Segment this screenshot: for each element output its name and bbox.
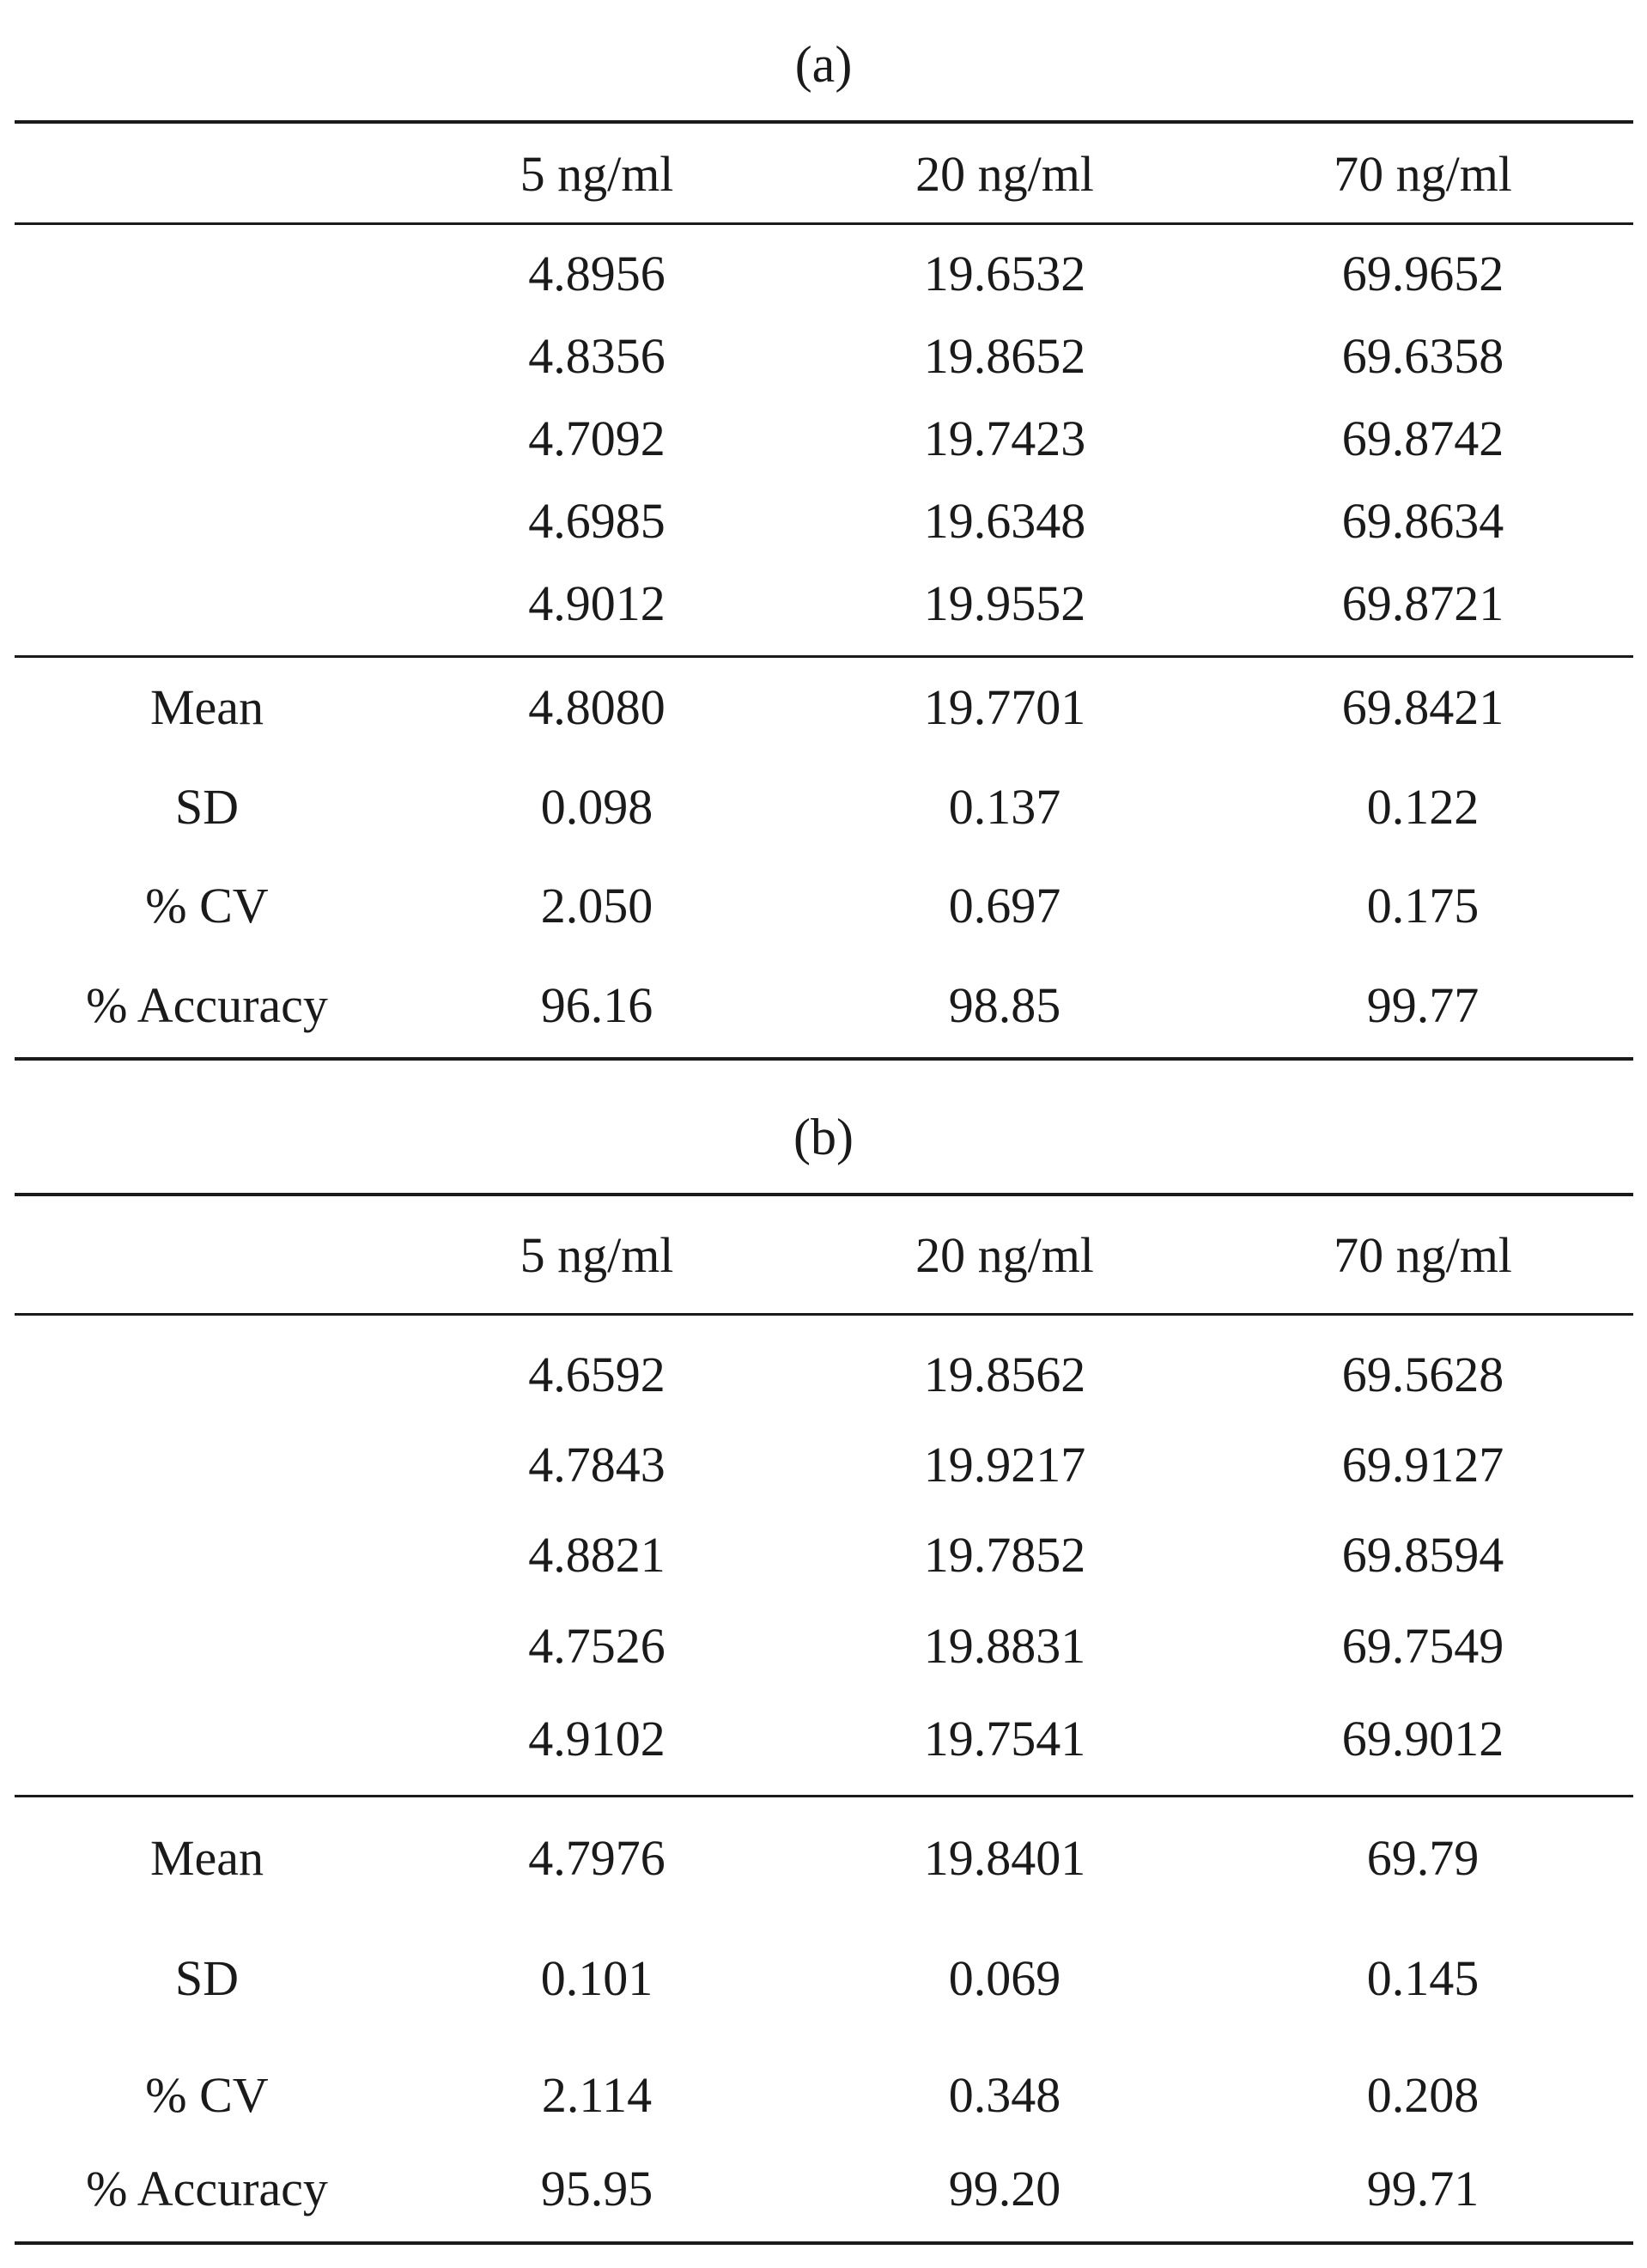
table-b-cell: 4.7843 bbox=[528, 1437, 665, 1493]
table-b-stat-label: Mean bbox=[149, 1830, 264, 1886]
table-a-stat-value: 0.697 bbox=[948, 878, 1061, 933]
table-a-cell: 19.6348 bbox=[923, 493, 1086, 549]
table-b-stat-value: 99.71 bbox=[1366, 2161, 1480, 2216]
table-b-stat-label: SD bbox=[174, 1950, 240, 2006]
table-a-top-rule bbox=[15, 120, 1633, 124]
table-a-cell: 69.8721 bbox=[1341, 575, 1504, 631]
table-b-stat-value: 95.95 bbox=[540, 2161, 653, 2216]
table-b-cell: 19.7541 bbox=[923, 1711, 1086, 1766]
table-b-cell: 19.8562 bbox=[923, 1347, 1086, 1402]
table-b-top-rule bbox=[15, 1193, 1633, 1196]
table-a-cell: 4.6985 bbox=[528, 493, 665, 549]
table-a-stat-value: 2.050 bbox=[540, 878, 653, 933]
table-a-bottom-rule bbox=[15, 1057, 1633, 1061]
table-b-stat-value: 99.20 bbox=[948, 2161, 1061, 2216]
table-a-stat-value: 96.16 bbox=[540, 977, 653, 1033]
table-a-cell: 19.7423 bbox=[923, 410, 1086, 466]
table-a-stat-value: 4.8080 bbox=[528, 679, 665, 735]
table-a-cell: 69.9652 bbox=[1341, 246, 1504, 301]
table-a-cell: 69.8742 bbox=[1341, 410, 1504, 466]
table-b-bottom-rule bbox=[15, 2241, 1633, 2245]
table-a-header-70: 70 ng/ml bbox=[1334, 146, 1512, 202]
table-a-stat-label: % Accuracy bbox=[86, 977, 328, 1033]
table-a-stat-value: 0.122 bbox=[1366, 779, 1480, 835]
table-a-stat-value: 99.77 bbox=[1366, 977, 1480, 1033]
table-b-cell: 69.9127 bbox=[1341, 1437, 1504, 1493]
table-b-cell: 4.8821 bbox=[528, 1527, 665, 1583]
table-a-stats-rule bbox=[15, 655, 1633, 658]
table-a-header-20: 20 ng/ml bbox=[915, 146, 1094, 202]
table-b-stat-value: 0.101 bbox=[540, 1950, 653, 2006]
table-a-header-rule bbox=[15, 222, 1633, 225]
table-b-header-5: 5 ng/ml bbox=[520, 1227, 674, 1283]
table-b-cell: 4.7526 bbox=[528, 1618, 665, 1674]
table-a-stat-value: 0.175 bbox=[1366, 878, 1480, 933]
table-b-cell: 4.6592 bbox=[528, 1347, 665, 1402]
table-b-cell: 19.9217 bbox=[923, 1437, 1086, 1493]
table-b-cell: 69.9012 bbox=[1341, 1711, 1504, 1766]
table-a-cell: 4.7092 bbox=[528, 410, 665, 466]
table-a-caption: (a) bbox=[794, 36, 853, 93]
table-b-cell: 19.7852 bbox=[923, 1527, 1086, 1583]
table-b-cell: 69.8594 bbox=[1341, 1527, 1504, 1583]
table-b-header-20: 20 ng/ml bbox=[915, 1227, 1094, 1283]
table-b-stat-value: 0.069 bbox=[948, 1950, 1061, 2006]
table-a-cell: 4.8956 bbox=[528, 246, 665, 301]
table-b-stat-value: 0.145 bbox=[1366, 1950, 1480, 2006]
table-b-stat-value: 4.7976 bbox=[528, 1830, 665, 1886]
table-a-stat-value: 0.137 bbox=[948, 779, 1061, 835]
table-b-cell: 19.8831 bbox=[923, 1618, 1086, 1674]
table-b-stat-value: 19.8401 bbox=[923, 1830, 1086, 1886]
table-a-cell: 4.8356 bbox=[528, 328, 665, 384]
table-a-stat-label: % CV bbox=[145, 878, 269, 933]
table-b-cell: 69.7549 bbox=[1341, 1618, 1504, 1674]
table-a-stat-value: 69.8421 bbox=[1341, 679, 1504, 735]
table-b-stats-rule bbox=[15, 1795, 1633, 1797]
table-b-stat-value: 0.348 bbox=[948, 2067, 1061, 2123]
table-b-cell: 69.5628 bbox=[1341, 1347, 1504, 1402]
table-b-stat-value: 0.208 bbox=[1366, 2067, 1480, 2123]
table-b-header-70: 70 ng/ml bbox=[1334, 1227, 1512, 1283]
table-a-cell: 19.6532 bbox=[923, 246, 1086, 301]
table-a-stat-label: Mean bbox=[149, 679, 264, 735]
table-a-cell: 19.8652 bbox=[923, 328, 1086, 384]
table-a-stat-value: 19.7701 bbox=[923, 679, 1086, 735]
table-a-cell: 19.9552 bbox=[923, 575, 1086, 631]
table-b-cell: 4.9102 bbox=[528, 1711, 665, 1766]
table-a-cell: 69.6358 bbox=[1341, 328, 1504, 384]
table-b-stat-value: 69.79 bbox=[1366, 1830, 1480, 1886]
table-b-header-rule bbox=[15, 1313, 1633, 1316]
table-a-header-5: 5 ng/ml bbox=[520, 146, 674, 202]
table-a-stat-label: SD bbox=[174, 779, 240, 835]
table-b-caption: (b) bbox=[793, 1109, 854, 1165]
table-b-stat-label: % Accuracy bbox=[86, 2161, 328, 2216]
table-b-stat-value: 2.114 bbox=[541, 2067, 653, 2123]
table-a-stat-value: 98.85 bbox=[948, 977, 1061, 1033]
table-a-cell: 69.8634 bbox=[1341, 493, 1504, 549]
table-b-stat-label: % CV bbox=[145, 2067, 269, 2123]
table-a-cell: 4.9012 bbox=[528, 575, 665, 631]
table-a-stat-value: 0.098 bbox=[540, 779, 653, 835]
